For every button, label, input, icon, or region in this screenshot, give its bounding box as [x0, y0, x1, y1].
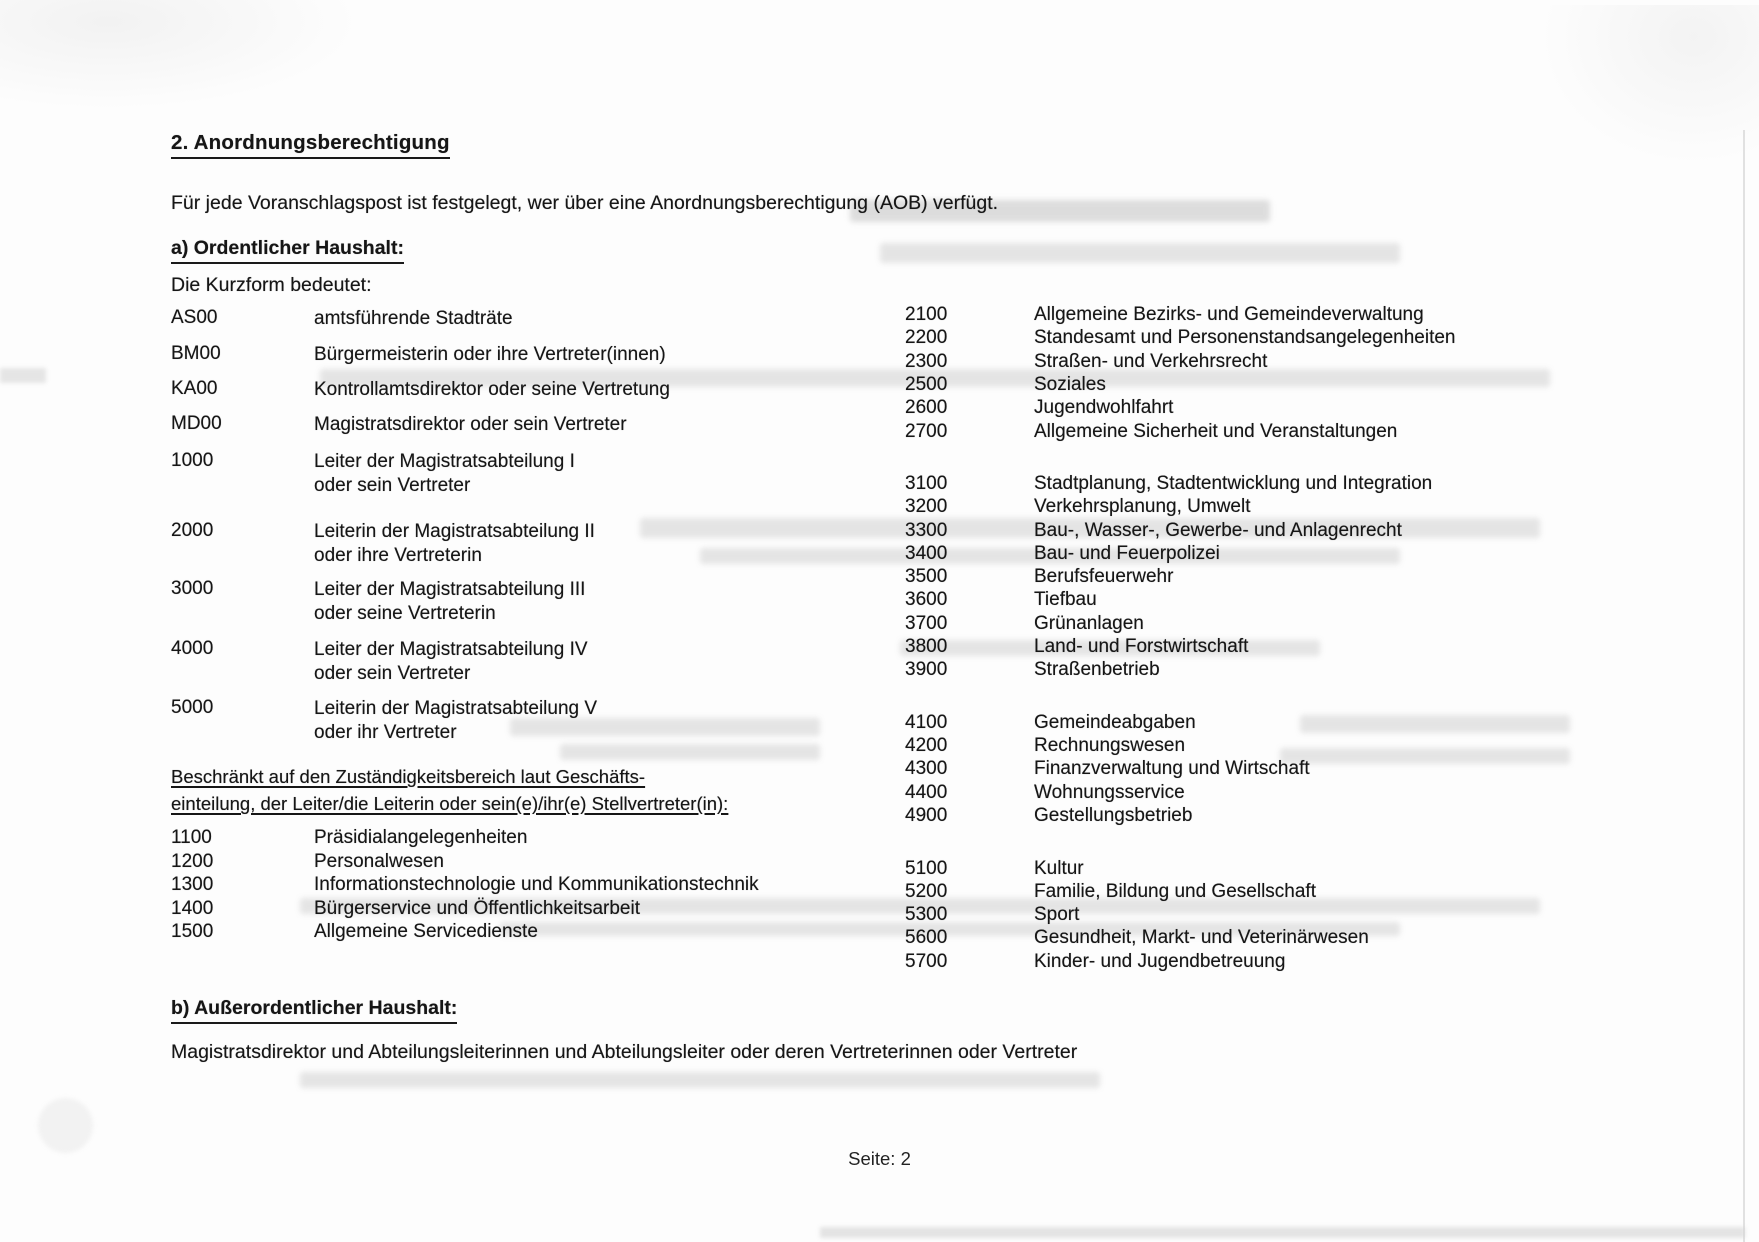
label-cell: Bürgermeisterin oder ihre Vertreter(innen) — [314, 344, 666, 365]
label-cell: Leiter der Magistratsabteilung IV oder sein Vertreter — [314, 639, 588, 684]
label-cell: Leiter der Magistratsabteilung III oder seine Vertreterin — [314, 579, 586, 624]
label-cell: Personalwesen — [314, 851, 444, 872]
label-cell: Sport — [1034, 904, 1080, 925]
scan-artifact-right-edge — [1743, 130, 1745, 1242]
department-row — [905, 473, 1432, 495]
label-cell: Straßenbetrieb — [1034, 659, 1160, 680]
intro-paragraph: Für jede Voranschlagspost ist festgelegt, wer über eine Anordnungsberechtigung (AOB) verfügt. — [171, 192, 999, 214]
abbreviation-row — [171, 638, 588, 686]
department-row — [905, 805, 1192, 827]
bleed-through-smudge — [880, 243, 1400, 263]
department-row — [905, 782, 1185, 804]
department-row — [905, 520, 1402, 542]
code-cell: 3100 — [905, 473, 948, 494]
label-cell: Standesamt und Personenstandsangelegenheiten — [1034, 327, 1456, 348]
label-cell: Bürgerservice und Öffentlichkeitsarbeit — [314, 898, 640, 919]
label-cell: Familie, Bildung und Gesellschaft — [1034, 881, 1316, 902]
label-cell: Grünanlagen — [1034, 613, 1144, 634]
abbreviation-row — [171, 520, 595, 568]
code-cell: 5300 — [905, 904, 948, 925]
department-row — [905, 496, 1251, 518]
department-row — [171, 874, 759, 896]
abbreviation-row — [171, 697, 597, 745]
label-cell: Bau-, Wasser-, Gewerbe- und Anlagenrecht — [1034, 520, 1402, 541]
label-cell: Magistratsdirektor oder sein Vertreter — [314, 414, 627, 435]
section-b-body: Magistratsdirektor und Abteilungsleiterinnen und Abteilungsleiter oder deren Vertreterinnen oder Vertreter — [171, 1041, 1078, 1063]
label-cell: Finanzverwaltung und Wirtschaft — [1034, 758, 1310, 779]
code-cell: BM00 — [171, 343, 221, 364]
label-cell: Jugendwohlfahrt — [1034, 397, 1174, 418]
department-row — [171, 851, 444, 873]
department-row — [905, 712, 1196, 734]
bleed-through-smudge — [560, 744, 820, 760]
department-row — [905, 421, 1397, 443]
label-cell: Kultur — [1034, 858, 1084, 879]
page-title: 2. Anordnungsberechtigung — [171, 131, 450, 159]
label-cell: Allgemeine Sicherheit und Veranstaltungen — [1034, 421, 1398, 442]
label-cell: Gemeindeabgaben — [1034, 712, 1196, 733]
label-cell: Verkehrsplanung, Umwelt — [1034, 496, 1251, 517]
restriction-note-line1: Beschränkt auf den Zuständigkeitsbereich laut Geschäfts- — [171, 766, 646, 787]
department-row — [905, 636, 1248, 658]
kurzform-label: Die Kurzform bedeutet: — [171, 274, 372, 296]
code-cell: 2100 — [905, 304, 948, 325]
label-cell: Allgemeine Bezirks- und Gemeindeverwaltung — [1034, 304, 1424, 325]
label-cell: Kinder- und Jugendbetreuung — [1034, 951, 1286, 972]
code-cell: AS00 — [171, 307, 218, 328]
department-row — [905, 758, 1310, 780]
section-b-title: b) Außerordentlicher Haushalt: — [171, 997, 457, 1024]
label-cell: Leiterin der Magistratsabteilung II oder ihre Vertreterin — [314, 521, 595, 566]
code-cell: 5100 — [905, 858, 948, 879]
code-cell: 3300 — [905, 520, 948, 541]
section-a-title: a) Ordentlicher Haushalt: — [171, 237, 404, 264]
department-row — [905, 351, 1267, 373]
label-cell: Tiefbau — [1034, 589, 1097, 610]
department-row — [171, 921, 538, 943]
code-cell: 3200 — [905, 496, 948, 517]
code-cell: 1200 — [171, 851, 214, 872]
code-cell: 2500 — [905, 374, 948, 395]
label-cell: Präsidialangelegenheiten — [314, 827, 528, 848]
department-row — [905, 589, 1097, 611]
label-cell: Kontrollamtsdirektor oder seine Vertretung — [314, 379, 670, 400]
bleed-through-smudge — [1280, 748, 1570, 764]
code-cell: 1400 — [171, 898, 214, 919]
department-row — [905, 904, 1079, 926]
code-cell: 3700 — [905, 613, 948, 634]
code-cell: 2200 — [905, 327, 948, 348]
department-row — [905, 858, 1084, 880]
code-cell: 4300 — [905, 758, 948, 779]
label-cell: Informationstechnologie und Kommunikationstechnik — [314, 874, 759, 895]
scan-artifact-bottom-bar — [820, 1227, 1745, 1238]
abbreviation-row — [171, 307, 513, 331]
label-cell: Allgemeine Servicedienste — [314, 921, 538, 942]
label-cell: amtsführende Stadträte — [314, 308, 513, 329]
code-cell: 5600 — [905, 927, 948, 948]
department-row — [171, 827, 527, 849]
code-cell: 4900 — [905, 805, 948, 826]
department-row — [905, 543, 1220, 565]
label-cell: Leiterin der Magistratsabteilung V oder ihr Vertreter — [314, 698, 598, 743]
code-cell: 3400 — [905, 543, 948, 564]
code-cell: 3800 — [905, 636, 948, 657]
code-cell: 3500 — [905, 566, 948, 587]
code-cell: 4000 — [171, 638, 214, 659]
code-cell: 3900 — [905, 659, 948, 680]
label-cell: Soziales — [1034, 374, 1106, 395]
bleed-through-smudge — [300, 1072, 1100, 1088]
code-cell: 1000 — [171, 450, 214, 471]
department-row — [905, 659, 1160, 681]
code-cell: KA00 — [171, 378, 218, 399]
department-row — [171, 898, 640, 920]
department-row — [905, 327, 1456, 349]
code-cell: 5700 — [905, 951, 948, 972]
page-number: Seite: 2 — [848, 1148, 911, 1169]
department-row — [905, 304, 1424, 326]
code-cell: 1100 — [171, 827, 212, 848]
abbreviation-row — [171, 413, 627, 437]
department-row — [905, 927, 1369, 949]
label-cell: Wohnungsservice — [1034, 782, 1185, 803]
abbreviation-row — [171, 450, 575, 498]
code-cell: 4100 — [905, 712, 948, 733]
label-cell: Leiter der Magistratsabteilung I oder sein Vertreter — [314, 451, 575, 496]
department-row — [905, 374, 1106, 396]
code-cell: 2300 — [905, 351, 948, 372]
abbreviation-row — [171, 378, 670, 402]
label-cell: Rechnungswesen — [1034, 735, 1186, 756]
label-cell: Berufsfeuerwehr — [1034, 566, 1174, 587]
code-cell: 4400 — [905, 782, 948, 803]
department-row — [905, 566, 1173, 588]
label-cell: Gesundheit, Markt- und Veterinärwesen — [1034, 927, 1369, 948]
department-row — [905, 397, 1173, 419]
scan-artifact-margin-dash — [0, 368, 46, 383]
label-cell: Gestellungsbetrieb — [1034, 805, 1193, 826]
code-cell: 2000 — [171, 520, 214, 541]
department-row — [905, 735, 1185, 757]
code-cell: 2600 — [905, 397, 948, 418]
abbreviation-row — [171, 343, 666, 367]
label-cell: Bau- und Feuerpolizei — [1034, 543, 1220, 564]
code-cell: 5200 — [905, 881, 948, 902]
code-cell: 5000 — [171, 697, 214, 718]
department-row — [905, 951, 1285, 973]
restriction-note-line2: einteilung, der Leiter/die Leiterin oder sein(e)/ihr(e) Stellvertreter(in): — [171, 793, 729, 814]
department-row — [905, 881, 1316, 903]
code-cell: 3600 — [905, 589, 948, 610]
code-cell: MD00 — [171, 413, 222, 434]
code-cell: 1300 — [171, 874, 214, 895]
code-cell: 1500 — [171, 921, 214, 942]
code-cell: 2700 — [905, 421, 948, 442]
bleed-through-smudge — [1300, 715, 1570, 733]
label-cell: Stadtplanung, Stadtentwicklung und Integration — [1034, 473, 1433, 494]
scan-artifact-top-right — [1540, 5, 1759, 165]
scan-artifact-blob — [38, 1098, 93, 1153]
scan-artifact-top-left — [0, 0, 360, 110]
label-cell: Land- und Forstwirtschaft — [1034, 636, 1249, 657]
code-cell: 3000 — [171, 578, 214, 599]
code-cell: 4200 — [905, 735, 948, 756]
department-row — [905, 613, 1144, 635]
label-cell: Straßen- und Verkehrsrecht — [1034, 351, 1268, 372]
abbreviation-row — [171, 578, 585, 626]
